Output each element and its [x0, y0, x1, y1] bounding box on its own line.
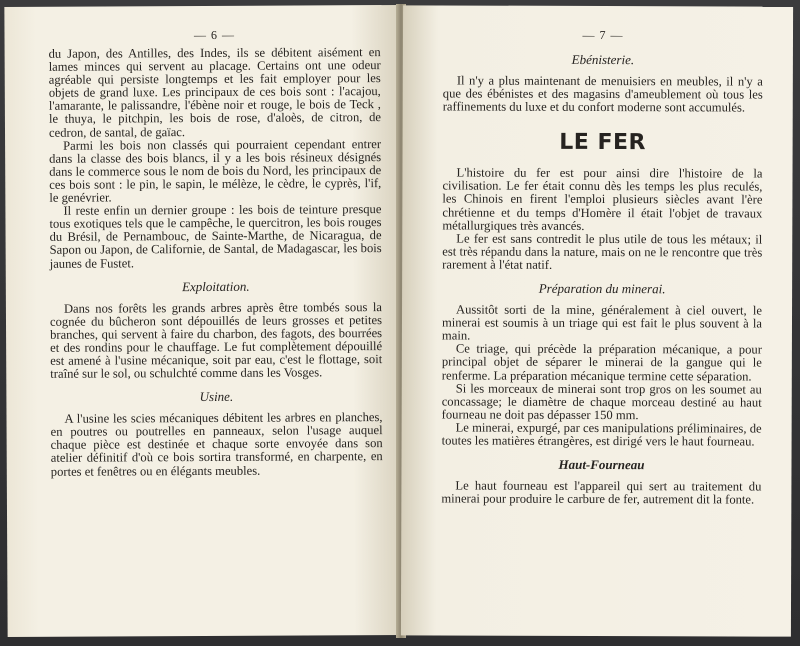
paragraph: Le minerai, expurgé, par ces manipulations préliminaires, de toutes les matières étrangères, est dirigé vers le haut fourneau.	[441, 420, 762, 449]
heading-usine: Usine.	[199, 388, 234, 405]
paragraph: L'histoire du fer est pour ainsi dire l'histoire de la civilisation. Le fer était connu dès les temps les plus reculés, les Chinois en firent l'emploi plusieurs siècles avant l'ère chrétienne et du temps d'Homère il était l'objet de travaux métallurgiques très avancés.	[442, 165, 763, 233]
paragraph: Aussitôt sorti de la mine, généralement à ciel ouvert, le minerai est soumis à un triage qui est fait le plus souvent à la main.	[441, 302, 763, 343]
paragraph: Le fer est sans contredit le plus utile de tous les métaux; il est très répandu dans la nature, mais on ne le rencontre que très rarement à l'état natif.	[442, 231, 763, 272]
page-number-right: — 7 —	[582, 27, 624, 43]
paragraph: du Japon, des Antilles, des Indes, ils se débitent aisément en lames minces qui servent au placage. Certains ont une odeur agréable qui persiste longtemps et les fait employer pour les objets de grand luxe. Les principaux de ces bois sont : l'acajou, l'amarante, le palissandre, l'ébène noir et rouge, le bois de Teck , le thuya, le pitchpin, les bois de rose, d'aloès, de citron, de cedron, de santal, de gaïac.	[48, 45, 381, 140]
heading-preparation: Préparation du minerai.	[538, 280, 666, 297]
left-page	[4, 5, 401, 637]
chapter-title: LE FER	[559, 130, 647, 156]
paragraph-exploitation: Dans nos forêts les grands arbres après être tombés sous la cognée du bûcheron sont dépouillés de leurs grosses et petites branches, qui servent à faire du charbon, des fagots, des bourrées et des rondins pour le chauffage. Le fut complètement dépouillé est amené à l'usine mécanique, soit par eau, c'est le flottage, soit traîné sur le sol, ou schulchté comme dans les Vosges.	[49, 299, 383, 381]
heading-exploitation: Exploitation.	[182, 278, 250, 294]
heading-haut-fourneau: Haut-Fourneau	[558, 456, 645, 473]
paragraph: Si les morceaux de minerai sont trop gros on les soumet au concassage; le diamètre de chaque morceau destiné au haut fourneau ne doit pas dépasser 150 mm.	[441, 381, 762, 422]
right-page	[401, 5, 793, 636]
heading-ebenisterie: Ebénisterie.	[571, 51, 635, 68]
paragraph-usine: A l'usine les scies mécaniques débitent les arbres en planches, en poutres ou poutrelles en panneaux, selon l'usage auquel chaque pièce est destinée et chaque sorte envoyée dans son atelier définitif d'où ce bois sortira transformé, en charpente, en portes et fenêtres ou en élégants meubles.	[50, 410, 383, 479]
paragraph: Il reste enfin un dernier groupe : les bois de teinture presque tous exotiques tels que le campêche, le quercitron, les bois rouges du Brésil, de Pernambouc, de Sainte-Marthe, de Nicaragua, de Sapon ou Japon, de Californie, de Santal, de Madagascar, les bois jaunes de Fustet.	[49, 202, 382, 271]
paragraph: Parmi les bois non classés qui pourraient cependant entrer dans la classe des bois blancs, il y a les bois résineux désignés dans le commerce sous le nom de bois du Nord, les principaux de ces bois sont : le pin, le sapin, le mélèze, le cèdre, le cyprès, l'if, le genévrier.	[49, 136, 382, 205]
paragraph-ebenisterie: Il n'y a plus maintenant de menuisiers en meubles, il n'y a que des ébénistes et des magasins d'ameublement où tous les raffinements du luxe et du confort moderne sont accumulés.	[442, 73, 763, 115]
page-number-left: — 6 —	[193, 27, 236, 43]
paragraph-haut-fourneau: Le haut fourneau est l'appareil qui sert au traitement du minerai pour produire le carbure de fer, autrement dit la fonte.	[441, 478, 762, 507]
paragraph: Ce triage, qui précède la préparation mécanique, a pour principal objet de séparer le minerai de la gangue qui le renferme. La préparation mécanique termine cette séparation.	[441, 341, 762, 384]
